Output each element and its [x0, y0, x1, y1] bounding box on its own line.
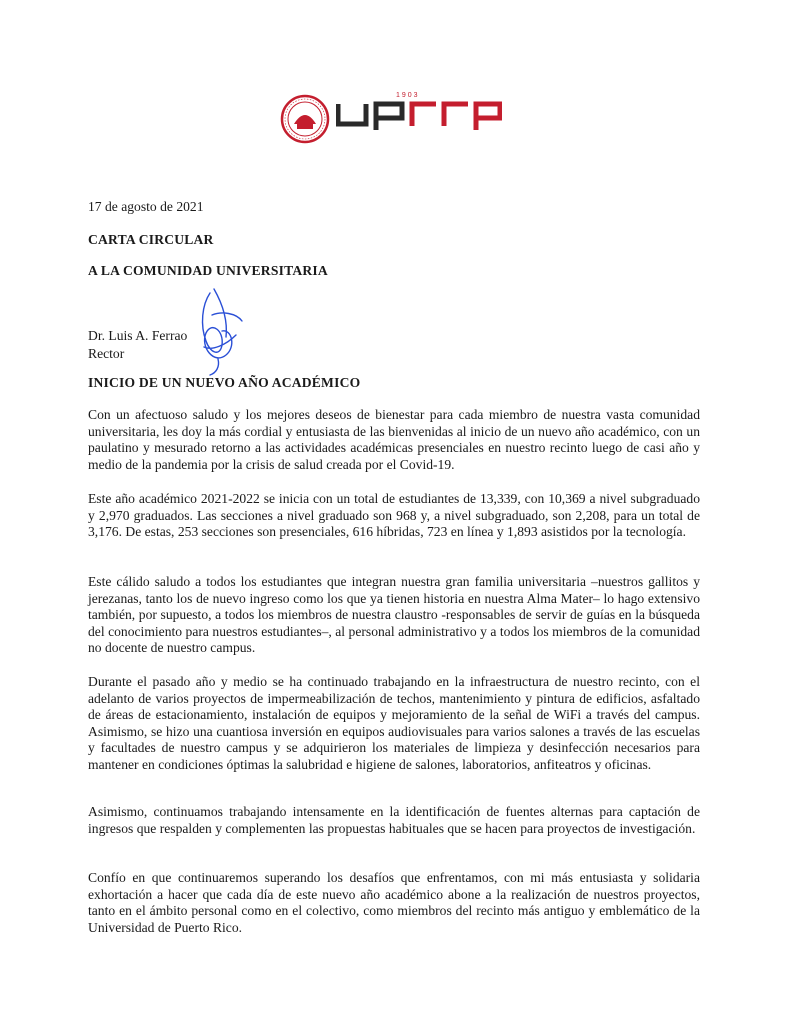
- body-paragraph: Este cálido saludo a todos los estudiantes que integran nuestra gran familia universitaria –nuestros gallitos y jerezanas, tanto los de nuevo ingreso como los que ya tienen historia en nuestra Alma Mater– lo hago extensivo también, por supuesto, a todos los miembros de nuestra claustro -responsables de servir de guías en la búsqueda del conocimiento para nuestros estudiantes–, al personal administrativo y a todos los miembros de la comunidad no docente de nuestro campus.: [88, 574, 700, 655]
- letter-type: CARTA CIRCULAR: [88, 232, 214, 247]
- signer-block: [88, 327, 700, 363]
- university-seal-icon: [280, 94, 330, 144]
- founding-year: 1903: [396, 92, 420, 99]
- body-paragraph: Durante el pasado año y medio se ha continuado trabajando en la infraestructura de nuestro recinto, con el adelanto de varios proyectos de impermeabilización de techos, mantenimiento y pintura de edificios, asfaltado de áreas de estacionamiento, instalación de equipos y mejoramiento de la señal de WiFi a través del campus. Asimismo, se hizo una cuantiosa inversión en equipos audiovisuales para varios salones a través de las escuelas y facultades de nuestro campus y se adquirieron los materiales de limpieza y desinfección necesarios para mantener en condiciones óptimas la salubridad e higiene de salones, laboratorios, anfiteatros y oficinas.: [88, 674, 700, 772]
- letterhead: [280, 90, 510, 150]
- body-paragraph: Confío en que continuaremos superando los desafíos que enfrentamos, con mi más entusiasta y solidaria exhortación a hacer que cada día de este nuevo año académico abone a la realización de nuestros proyectos, tanto en el ámbito personal como en el colectivo, como miembros del recinto más antiguo y emblemático de la Universidad de Puerto Rico.: [88, 870, 700, 935]
- letter-recipient: A LA COMUNIDAD UNIVERSITARIA: [88, 263, 328, 278]
- uprrp-wordmark: [336, 98, 502, 132]
- body-paragraph: Con un afectuoso saludo y los mejores deseos de bienestar para cada miembro de nuestra vasta comunidad universitaria, les doy la más cordial y entusiasta de las bienvenidas al inicio de un nuevo año académico, con un paulatino y mesurado retorno a las actividades académicas presenciales en nuestro recinto luego de casi año y medio de la pandemia por la crisis de salud creada por el Covid-19.: [88, 407, 700, 472]
- letter-subject: INICIO DE UN NUEVO AÑO ACADÉMICO: [88, 375, 361, 390]
- letter-date: 17 de agosto de 2021: [88, 199, 204, 214]
- body-paragraph: Asimismo, continuamos trabajando intensamente en la identificación de fuentes alternas para captación de ingresos que respalden y complementen las propuestas habituales que se hacen para proyectos de investigación.: [88, 804, 700, 836]
- signer-title: Rector: [88, 346, 125, 361]
- body-paragraph: Este año académico 2021-2022 se inicia con un total de estudiantes de 13,339, con 10,369 a nivel subgraduado y 2,970 graduados. Las secciones a nivel graduado son 968 y, a nivel subgraduado, son 2,208, para un total de 3,176. De estas, 253 secciones son presenciales, 616 híbridas, 723 en línea y 1,893 asistidos por la tecnología.: [88, 491, 700, 539]
- signer-name: Dr. Luis A. Ferrao: [88, 328, 188, 343]
